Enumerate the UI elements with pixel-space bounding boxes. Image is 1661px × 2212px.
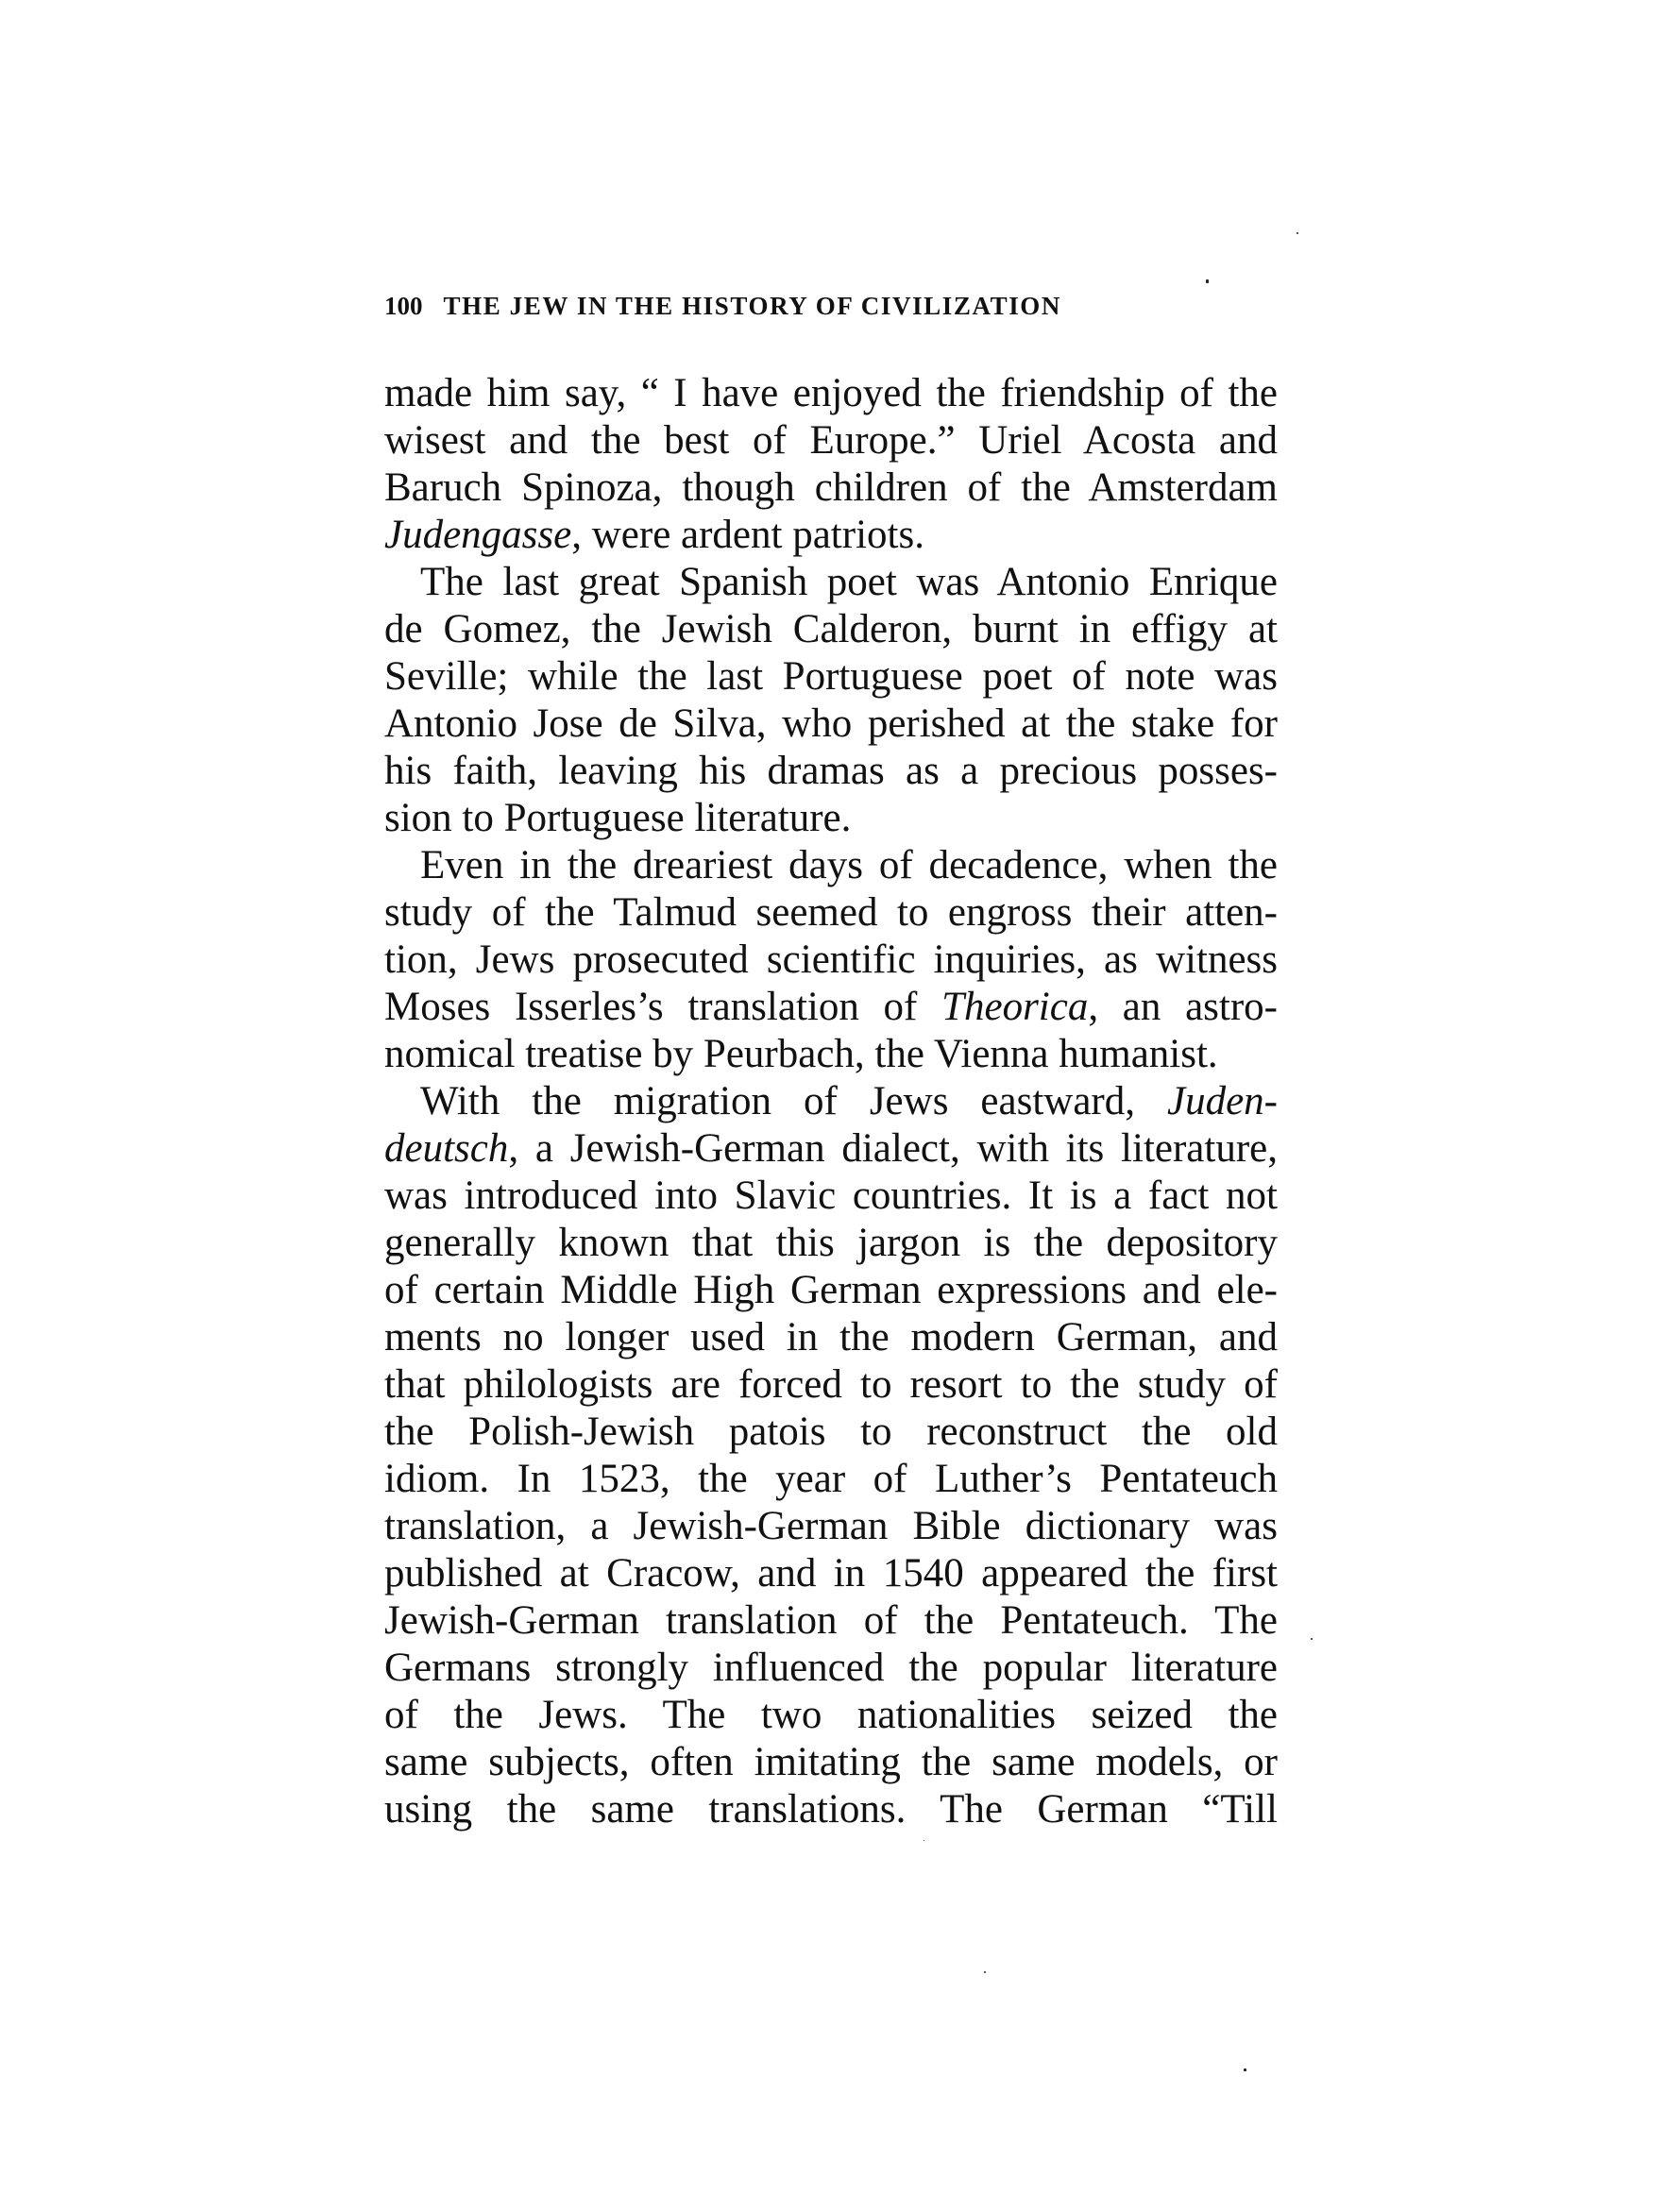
text-line xyxy=(384,1550,1278,1597)
text-run: The last great Spanish poet was Antonio Enrique xyxy=(420,560,1278,604)
text-run: Seville; while the last Portuguese poet of note was xyxy=(384,654,1278,699)
text-line xyxy=(384,559,1278,606)
paragraph xyxy=(384,842,1278,1078)
paragraph xyxy=(384,1078,1278,1833)
text-run: de Gomez, the Jewish Calderon, burnt in effigy at xyxy=(384,607,1278,651)
text-run: Even in the dreariest days of decadence, when the xyxy=(420,843,1278,887)
scan-speck xyxy=(984,1971,986,1973)
text-line xyxy=(384,512,1278,559)
text-run: Germans strongly influenced the popular literature xyxy=(384,1646,1278,1690)
text-run: Moses Isserles’s translation of xyxy=(384,985,942,1029)
running-title: THE JEW IN THE HISTORY OF CIVILIZATION xyxy=(443,292,1062,320)
text-run: that philologists are forced to resort to the study of xyxy=(384,1362,1278,1407)
text-run: of the Jews. The two nationalities seized the xyxy=(384,1693,1278,1737)
text-line xyxy=(384,653,1278,701)
text-line xyxy=(384,1645,1278,1692)
paragraph xyxy=(384,559,1278,842)
text-run: Baruch Spinoza, though children of the Amsterdam xyxy=(384,465,1278,510)
text-run: Jewish-German translation of the Pentateuch. The xyxy=(384,1598,1278,1643)
text-run: using the same translations. The German “Till xyxy=(384,1787,1278,1832)
text-run: nomical treatise by Peurbach, the Vienna humanist. xyxy=(384,1032,1218,1076)
text-line xyxy=(384,842,1278,889)
text-run: of certain Middle High German expressions and ele- xyxy=(384,1268,1278,1312)
text-line xyxy=(384,1361,1278,1409)
scan-speck xyxy=(1244,2068,1246,2071)
scan-speck xyxy=(1311,1638,1313,1640)
text-line xyxy=(384,1786,1278,1833)
text-line xyxy=(384,1692,1278,1739)
italic-term: Juden- xyxy=(1167,1079,1278,1123)
text-run: was introduced into Slavic countries. It is a fact not xyxy=(384,1174,1278,1218)
text-line xyxy=(384,1173,1278,1220)
text-run: , were ardent patriots. xyxy=(571,513,924,557)
text-line xyxy=(384,1409,1278,1456)
text-line xyxy=(384,795,1278,842)
text-line xyxy=(384,889,1278,937)
italic-term: deutsch xyxy=(384,1126,509,1171)
text-run: published at Cracow, and in 1540 appeared the first xyxy=(384,1551,1278,1596)
text-line xyxy=(384,370,1278,417)
text-run: tion, Jews prosecuted scientific inquiries, as witness xyxy=(384,937,1278,982)
text-run: ments no longer used in the modern German, and xyxy=(384,1315,1278,1359)
text-run: his faith, leaving his dramas as a precious posses- xyxy=(384,749,1278,793)
page-number: 100 xyxy=(384,292,423,320)
text-run: same subjects, often imitating the same models, or xyxy=(384,1740,1278,1784)
running-header xyxy=(384,291,1196,321)
text-run: study of the Talmud seemed to engross their atten- xyxy=(384,890,1278,935)
text-run: generally known that this jargon is the depository xyxy=(384,1221,1278,1265)
text-run: , a Jewish-German dialect, with its literature, xyxy=(508,1126,1278,1171)
text-line xyxy=(384,984,1278,1031)
text-run: translation, a Jewish-German Bible dictionary was xyxy=(384,1504,1278,1548)
text-line xyxy=(384,464,1278,512)
italic-term: Judengasse xyxy=(384,513,572,557)
text-run: , an astro- xyxy=(1088,985,1278,1029)
text-run: wisest and the best of Europe.” Uriel Acosta and xyxy=(384,418,1278,463)
body-text xyxy=(384,370,1278,1833)
text-line xyxy=(384,417,1278,464)
scan-speck xyxy=(1206,279,1209,283)
text-run: Antonio Jose de Silva, who perished at the stake for xyxy=(384,701,1278,746)
text-line xyxy=(384,1078,1278,1125)
text-line xyxy=(384,1220,1278,1267)
text-run: sion to Portuguese literature. xyxy=(384,796,852,840)
text-line xyxy=(384,701,1278,748)
scan-speck xyxy=(1297,232,1298,234)
text-line xyxy=(384,606,1278,653)
text-run: idiom. In 1523, the year of Luther’s Pentateuch xyxy=(384,1457,1278,1501)
text-line xyxy=(384,1503,1278,1550)
text-line xyxy=(384,937,1278,984)
paragraph xyxy=(384,370,1278,559)
text-run: made him say, “ I have enjoyed the friendship of the xyxy=(384,371,1278,415)
italic-term: Theorica xyxy=(941,985,1089,1029)
text-line xyxy=(384,1031,1278,1078)
text-line xyxy=(384,1739,1278,1786)
text-line xyxy=(384,1125,1278,1173)
text-line xyxy=(384,1597,1278,1645)
text-run: the Polish-Jewish patois to reconstruct the old xyxy=(384,1410,1278,1454)
text-line xyxy=(384,1267,1278,1314)
text-run: With the migration of Jews eastward, xyxy=(420,1079,1167,1123)
text-line xyxy=(384,748,1278,795)
text-line xyxy=(384,1314,1278,1361)
text-line xyxy=(384,1456,1278,1503)
